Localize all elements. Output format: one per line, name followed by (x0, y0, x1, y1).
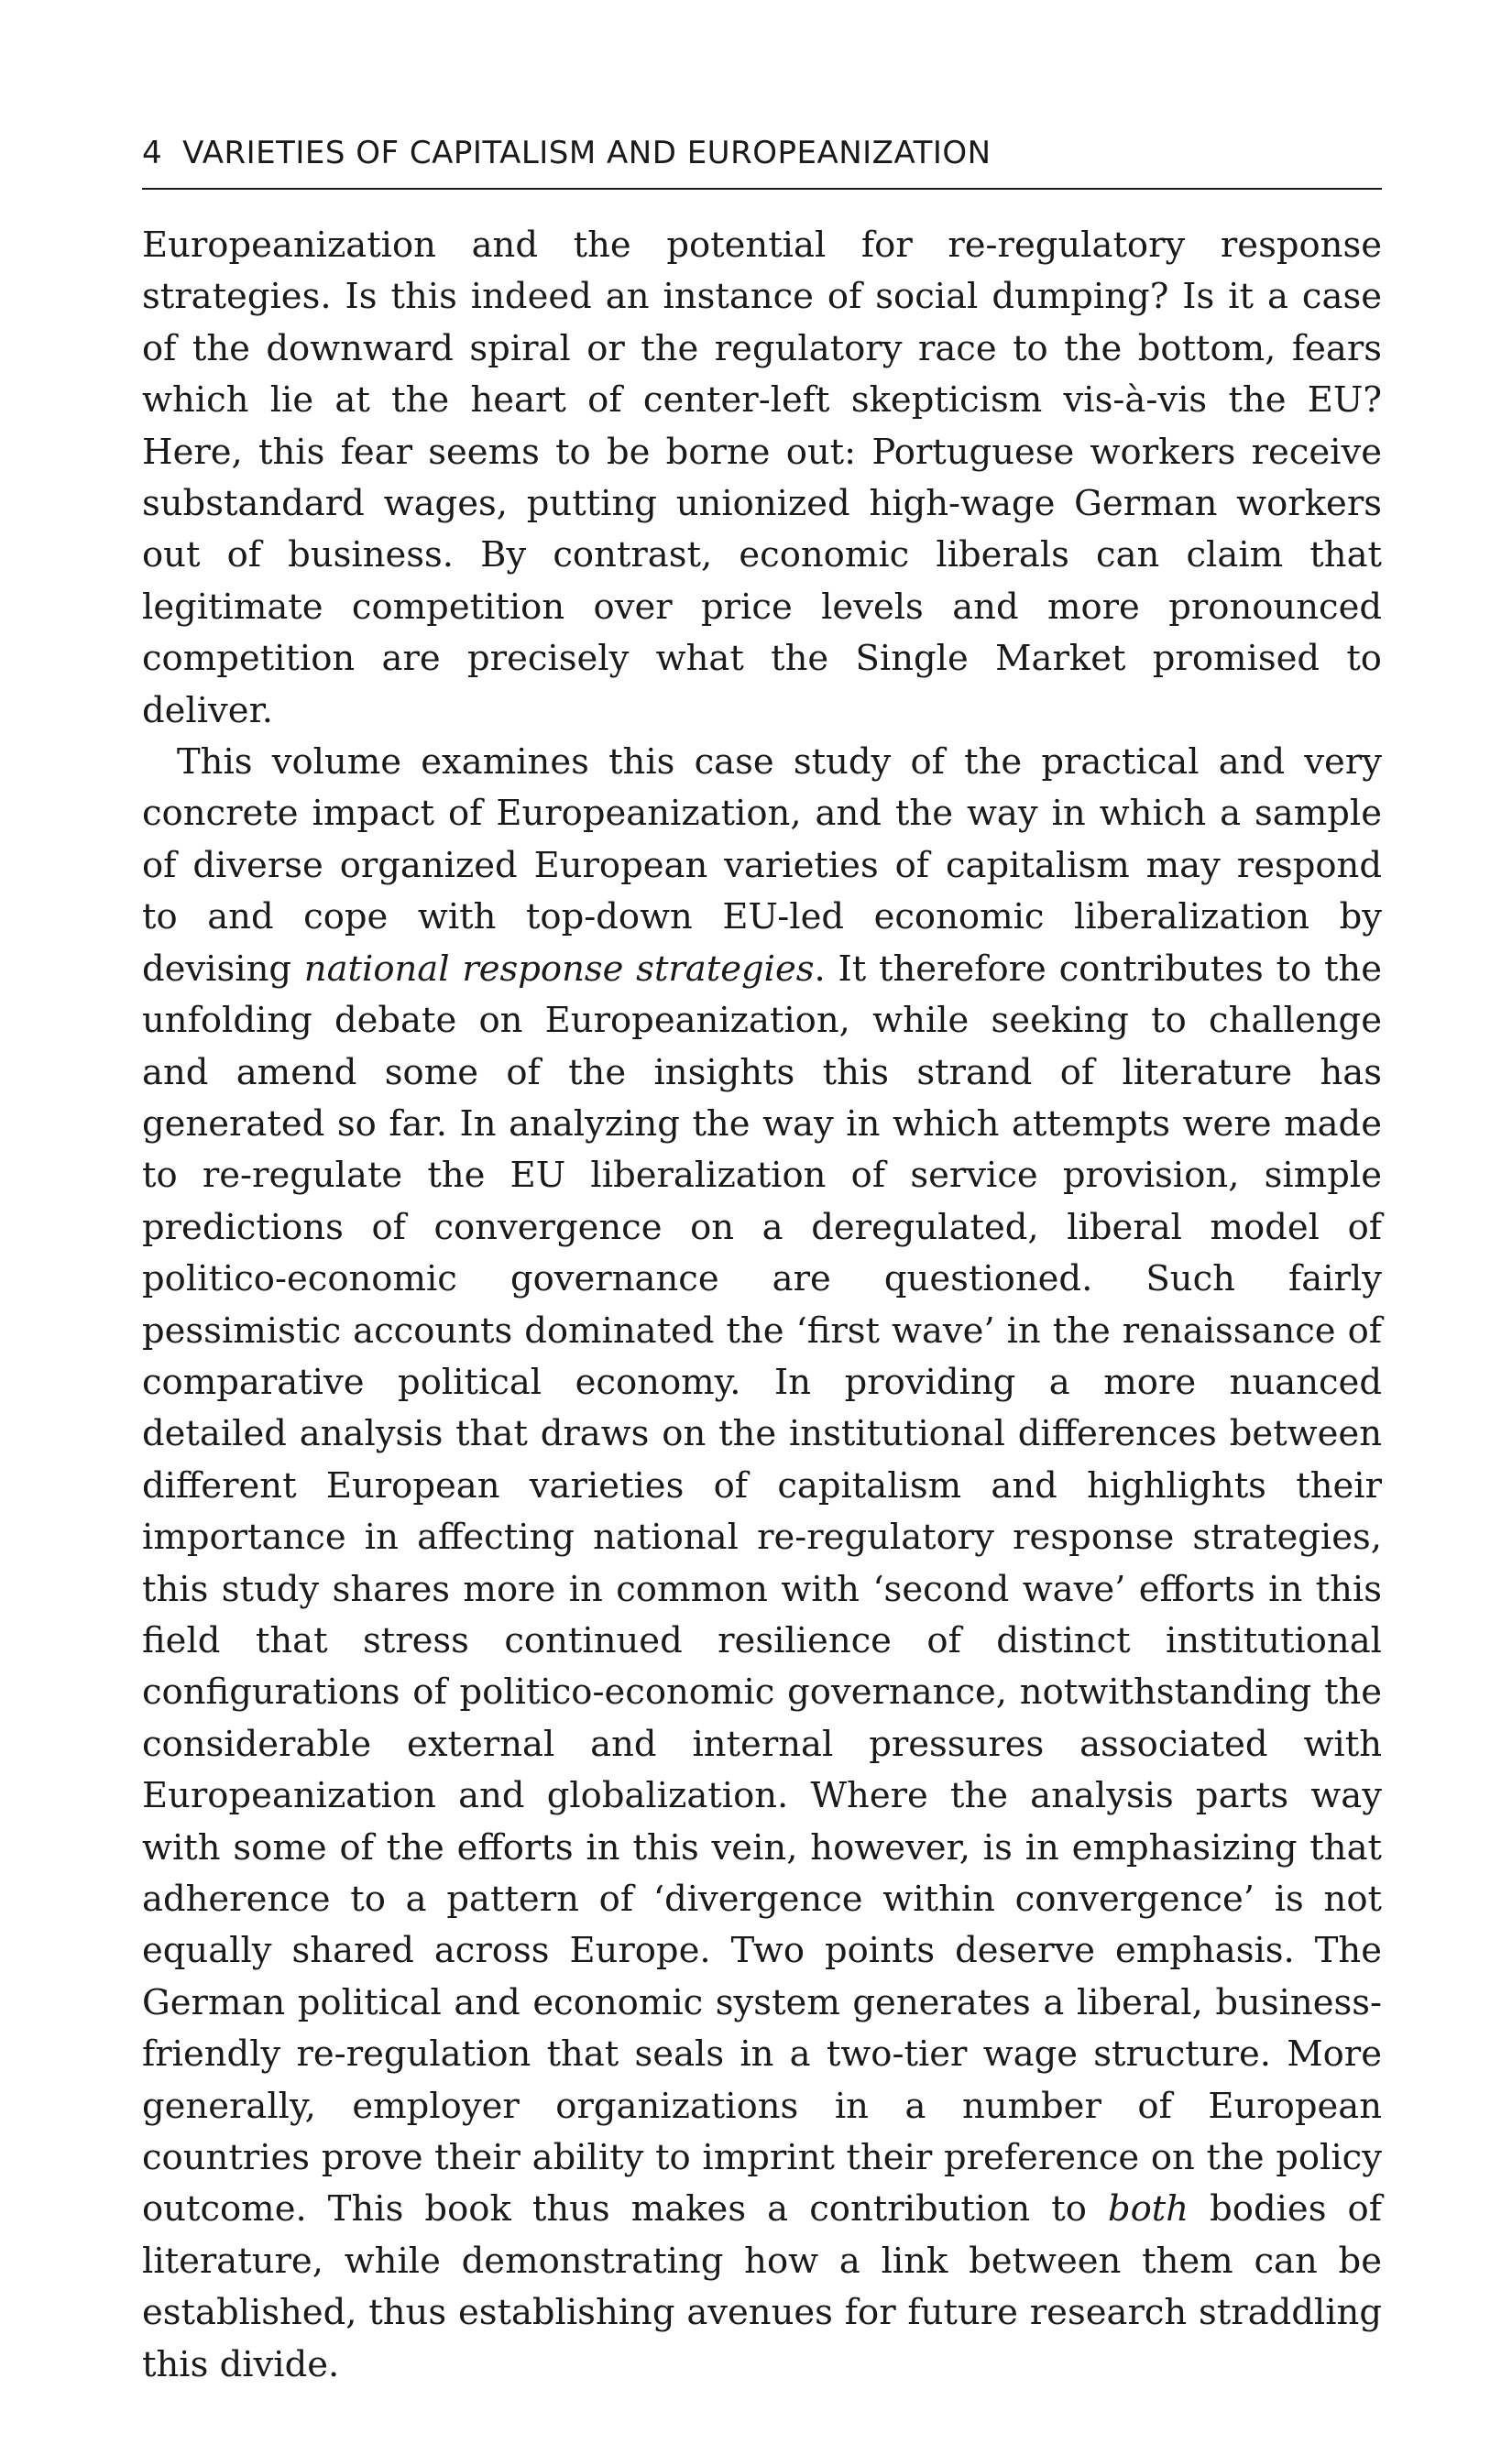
italic-emphasis: national response strategies (303, 948, 815, 990)
paragraph-continued: Europeanization and the potential for re-regulatory response strategies. Is this indeed an instance of social dumping? Is it a case of the downward spiral or the regulatory race to the bottom, fears which lie at the heart of center-left skepticism vis-à-vis the EU? Here, this fear seems to be borne out: Portuguese workers receive substandard wages, putting unionized high-wage German workers out of business. By contrast, economic liberals can claim that legitimate competition over price levels and more pronounced competition are precisely what the Single Market promised to deliver. (142, 225, 1382, 731)
paragraph-text: bodies of literature, while demonstrating how a link between them can be established, thus establishing avenues for future research straddling this divide. (142, 2188, 1382, 2385)
page-number: 4 (142, 135, 163, 171)
italic-emphasis: both (1107, 2188, 1189, 2230)
paragraph-text: This volume examines this case study of the practical and very concrete impact of Europeanization, and the way in which a sample of diverse organized European varieties of capitalism may respond to and cope with top-down EU-led economic liberalization by devising (142, 741, 1382, 990)
paragraph (142, 737, 1382, 2391)
header-rule (142, 188, 1382, 190)
body-text (142, 220, 1382, 2391)
paragraph-text: . It therefore contributes to the unfolding debate on Europeanization, while seeking to challenge and amend some of the insights this strand of literature has generated so far. In analyzing the way in which attempts were made to re-regulate the EU liberalization of service provision, simple predictions of convergence on a deregulated, liberal model of politico-economic governance are questioned. Such fairly pessimistic accounts dominated the ‘first wave’ in the renaissance of comparative political economy. In providing a more nuanced detailed analysis that draws on the institutional differences between different European varieties of capitalism and highlights their importance in affecting national re-regulatory response strategies, this study shares more in common with ‘second wave’ efforts in this field that stress continued resilience of distinct institutional configurations of politico-economic governance, notwithstanding the considerable external and internal pressures associated with Europeanization and globalization. Where the analysis parts way with some of the efforts in this vein, however, is in emphasizing that adherence to a pattern of ‘divergence within convergence’ is not equally shared across Europe. Two points deserve emphasis. The German political and economic system generates a liberal, business-friendly re-regulation that seals in a two-tier wage structure. More generally, employer organizations in a number of European countries prove their ability to imprint their preference on the policy outcome. This book thus makes a contribution to (142, 948, 1382, 2230)
running-title: VARIETIES OF CAPITALISM AND EUROPEANIZATION (182, 135, 992, 171)
running-header (142, 130, 1382, 176)
